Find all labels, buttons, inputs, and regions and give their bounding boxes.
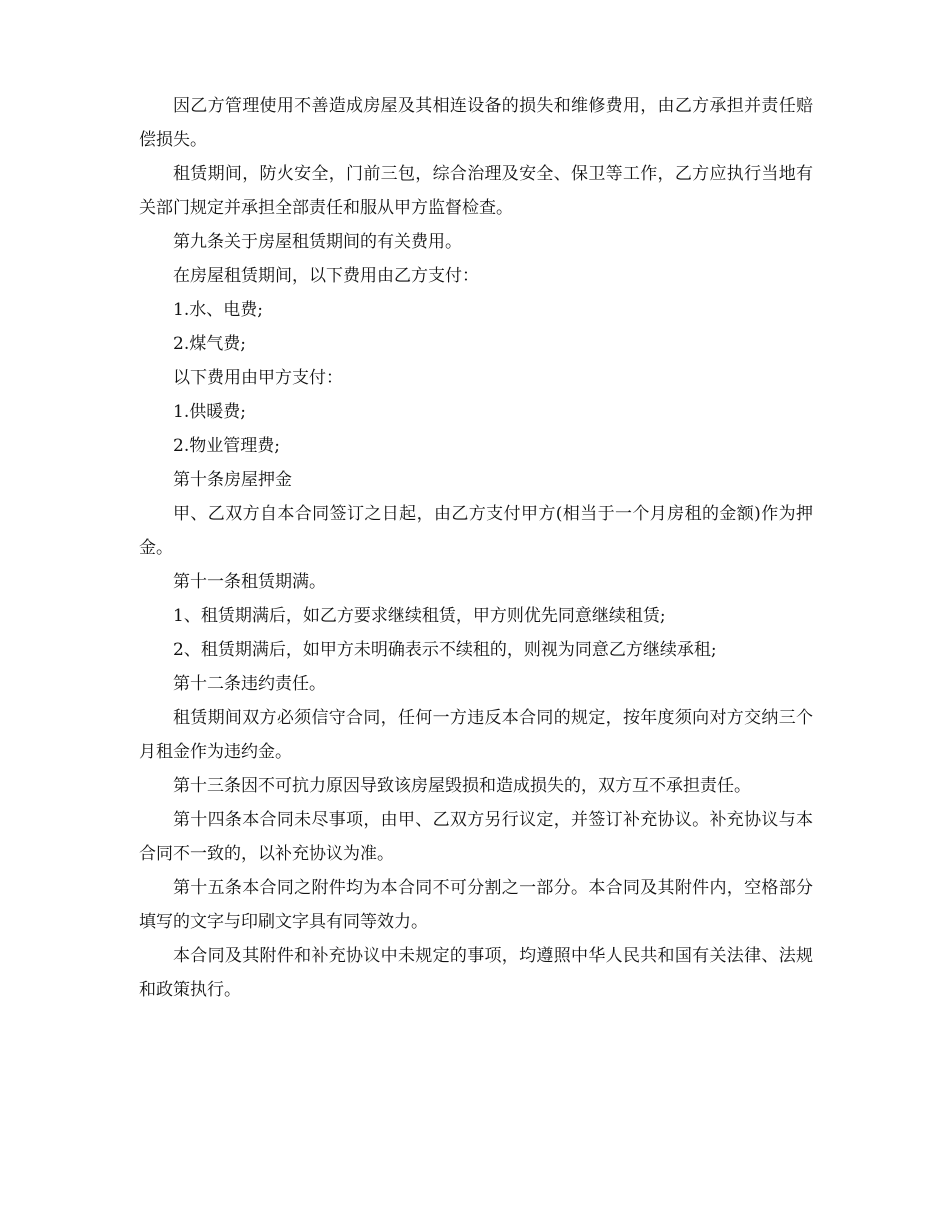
list-item-property-management: 2.物业管理费;: [173, 436, 280, 456]
list-item-renewal-1: 1、租赁期满后，如乙方要求继续租赁，甲方则优先同意继续租赁;: [173, 606, 666, 626]
article-13-paragraph: 第十三条因不可抗力原因导致该房屋毁损和造成损失的，双方互不承担责任。: [173, 776, 751, 796]
article-15-paragraph: 第十五条本合同之附件均为本合同不可分割之一部分。本合同及其附件内，空格部分填写的文字与印刷文字具有同等效力。: [139, 878, 813, 932]
paragraph-landlord-pays-intro: 以下费用由甲方支付：: [173, 368, 343, 388]
paragraph-deposit: 甲、乙双方自本合同签订之日起，由乙方支付甲方(相当于一个月房租的金额)作为押金。: [139, 504, 813, 558]
article-10-heading: 第十条房屋押金: [173, 470, 292, 490]
paragraph-governing-law: 本合同及其附件和补充协议中未规定的事项，均遵照中华人民共和国有关法律、法规和政策执行。: [139, 946, 813, 1000]
paragraph-tenant-pays-intro: 在房屋租赁期间，以下费用由乙方支付：: [173, 266, 479, 286]
list-item-renewal-2: 2、租赁期满后，如甲方未明确表示不续租的，则视为同意乙方继续承租;: [173, 640, 717, 660]
paragraph-safety-duties: 租赁期间，防火安全，门前三包，综合治理及安全、保卫等工作，乙方应执行当地有关部门规定并承担全部责任和服从甲方监督检查。: [139, 164, 813, 218]
paragraph-damage-liability: 因乙方管理使用不善造成房屋及其相连设备的损失和维修费用，由乙方承担并责任赔偿损失。: [139, 96, 813, 150]
list-item-water-electricity: 1.水、电费;: [173, 300, 263, 320]
paragraph-breach-penalty: 租赁期间双方必须信守合同，任何一方违反本合同的规定，按年度须向对方交纳三个月租金作为违约金。: [139, 708, 813, 762]
article-11-heading: 第十一条租赁期满。: [173, 572, 326, 592]
article-12-heading: 第十二条违约责任。: [173, 674, 326, 694]
list-item-heating: 1.供暖费;: [173, 402, 246, 422]
list-item-gas: 2.煤气费;: [173, 334, 246, 354]
article-14-paragraph: 第十四条本合同未尽事项，由甲、乙双方另行议定，并签订补充协议。补充协议与本合同不一致的，以补充协议为准。: [139, 810, 813, 864]
article-9-heading: 第九条关于房屋租赁期间的有关费用。: [173, 232, 462, 252]
